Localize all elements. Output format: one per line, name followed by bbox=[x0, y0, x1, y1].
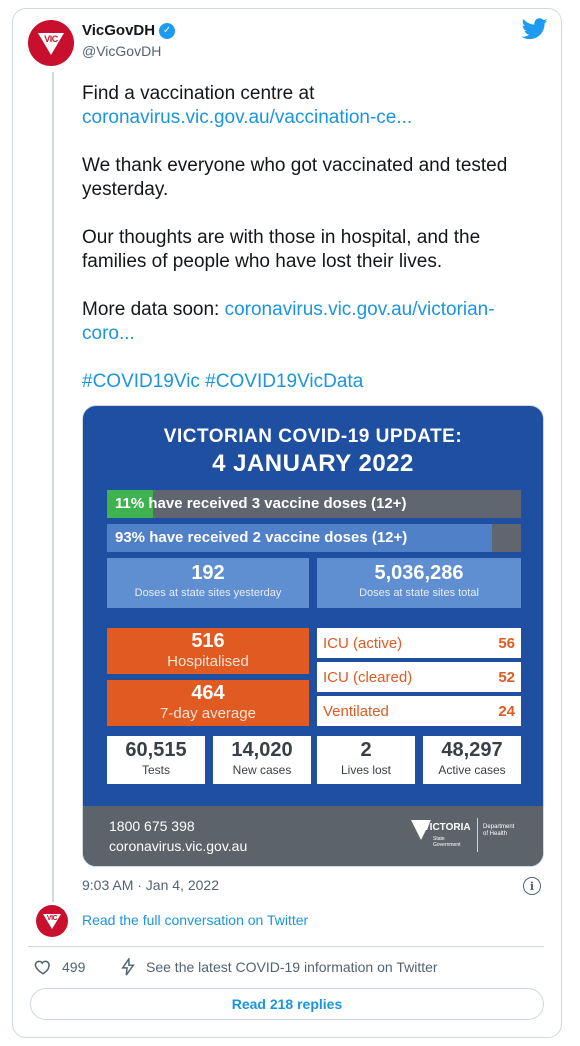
infographic-title: VICTORIAN COVID-19 UPDATE: bbox=[163, 426, 463, 447]
two-doses-bar bbox=[107, 524, 521, 552]
name-row bbox=[82, 22, 175, 39]
doses-yesterday-label: Doses at state sites yesterday bbox=[134, 587, 282, 599]
tweet-timestamp[interactable]: 9:03 AM · Jan 4, 2022 bbox=[82, 877, 219, 893]
icu-active-value: 56 bbox=[498, 634, 515, 652]
heart-icon[interactable] bbox=[34, 958, 52, 976]
icu-cleared-value: 52 bbox=[498, 668, 515, 686]
tweet-paragraph-4 bbox=[82, 298, 542, 346]
conversation-avatar-text: VIC bbox=[46, 914, 58, 922]
tweet-paragraph-3: Our thoughts are with those in hospital, and the families of people who have lost their lives. bbox=[82, 227, 481, 272]
hashtag-covid19vicdata[interactable]: #COVID19VicData bbox=[205, 371, 364, 392]
info-icon[interactable]: i bbox=[523, 877, 541, 895]
tweet-line-1: Find a vaccination centre at bbox=[82, 83, 315, 104]
victorian-coronavirus-link[interactable]: coronavirus.vic.gov.au/victorian-coro... bbox=[82, 299, 495, 344]
icu-active-label: ICU (active) bbox=[323, 634, 403, 652]
footer-phone: 1800 675 398 bbox=[109, 818, 195, 834]
tests-value: 60,515 bbox=[125, 739, 187, 761]
active-cases-label: Active cases bbox=[438, 763, 506, 777]
covid-update-infographic[interactable] bbox=[82, 405, 544, 867]
dept-line-1: Department bbox=[483, 824, 515, 830]
dept-line-2: of Health bbox=[483, 831, 508, 837]
hashtag-covid19vic[interactable]: #COVID19Vic bbox=[82, 371, 200, 392]
seven-day-average-box bbox=[107, 680, 309, 726]
conversation-avatar bbox=[36, 905, 68, 937]
two-doses-label: 93% have received 2 vaccine doses (12+) bbox=[115, 529, 408, 546]
three-doses-bar bbox=[107, 490, 521, 518]
doses-total-label: Doses at state sites total bbox=[359, 587, 479, 599]
actions-divider bbox=[28, 946, 544, 947]
new-cases-stat bbox=[213, 736, 311, 784]
doses-total-value: 5,036,286 bbox=[374, 562, 464, 584]
footer-site: coronavirus.vic.gov.au bbox=[109, 838, 248, 854]
hashtags bbox=[82, 370, 542, 394]
new-cases-value: 14,020 bbox=[231, 739, 293, 761]
ventilated-value: 24 bbox=[498, 702, 515, 720]
tests-label: Tests bbox=[141, 763, 170, 777]
seven-day-average-label: 7-day average bbox=[160, 705, 256, 722]
more-data-text: More data soon: bbox=[82, 299, 225, 320]
new-cases-label: New cases bbox=[232, 763, 292, 777]
thread-line bbox=[52, 72, 54, 902]
hospitalised-box bbox=[107, 628, 309, 674]
tweet-paragraph-2: We thank everyone who got vaccinated and tested yesterday. bbox=[82, 155, 508, 200]
handle[interactable]: @VicGovDH bbox=[82, 43, 162, 59]
active-cases-stat bbox=[423, 736, 521, 784]
tweet-paragraph-1 bbox=[82, 82, 542, 130]
lives-lost-label: Lives lost bbox=[340, 763, 392, 777]
hospitalised-value: 516 bbox=[191, 630, 225, 652]
icu-cleared-row bbox=[317, 662, 521, 692]
covid-info-link[interactable]: See the latest COVID-19 information on Twitter bbox=[146, 959, 438, 975]
doses-yesterday-value: 192 bbox=[191, 562, 225, 584]
tweet-header bbox=[28, 16, 548, 72]
read-replies-button[interactable]: Read 218 replies bbox=[30, 988, 544, 1020]
seven-day-average-value: 464 bbox=[191, 682, 225, 704]
victoria-logo bbox=[409, 816, 473, 856]
avatar-text: VIC bbox=[44, 34, 58, 44]
avatar[interactable] bbox=[28, 20, 74, 66]
doses-total-box bbox=[317, 558, 521, 608]
infographic-footer bbox=[83, 806, 543, 867]
tweet-actions bbox=[34, 958, 544, 978]
hospitalised-label: Hospitalised bbox=[167, 653, 249, 670]
vaccination-link[interactable]: coronavirus.vic.gov.au/vaccination-ce... bbox=[82, 107, 413, 128]
icu-cleared-label: ICU (cleared) bbox=[323, 668, 413, 686]
lives-lost-stat bbox=[317, 736, 415, 784]
ventilated-row bbox=[317, 696, 521, 726]
read-conversation-link[interactable]: Read the full conversation on Twitter bbox=[82, 912, 309, 928]
tests-stat bbox=[107, 736, 205, 784]
three-doses-label: 11% have received 3 vaccine doses (12+) bbox=[115, 495, 407, 512]
infographic-date: 4 JANUARY 2022 bbox=[212, 450, 414, 477]
victoria-logo-subtext: State Government bbox=[433, 836, 461, 848]
department-of-health bbox=[483, 824, 514, 838]
logo-divider bbox=[477, 818, 478, 852]
ventilated-label: Ventilated bbox=[323, 702, 389, 720]
read-conversation-row[interactable] bbox=[36, 905, 536, 939]
display-name[interactable]: VicGovDH bbox=[82, 22, 156, 39]
verified-icon: ✓ bbox=[159, 23, 175, 39]
lives-lost-value: 2 bbox=[360, 739, 372, 761]
twitter-icon[interactable] bbox=[522, 18, 548, 40]
icu-active-row bbox=[317, 628, 521, 658]
doses-yesterday-box bbox=[107, 558, 309, 608]
active-cases-value: 48,297 bbox=[441, 739, 503, 761]
like-count[interactable]: 499 bbox=[62, 959, 86, 975]
lightning-icon bbox=[120, 958, 136, 976]
victoria-logo-text: VICTORIA bbox=[423, 822, 471, 833]
tweet-body bbox=[82, 82, 542, 418]
